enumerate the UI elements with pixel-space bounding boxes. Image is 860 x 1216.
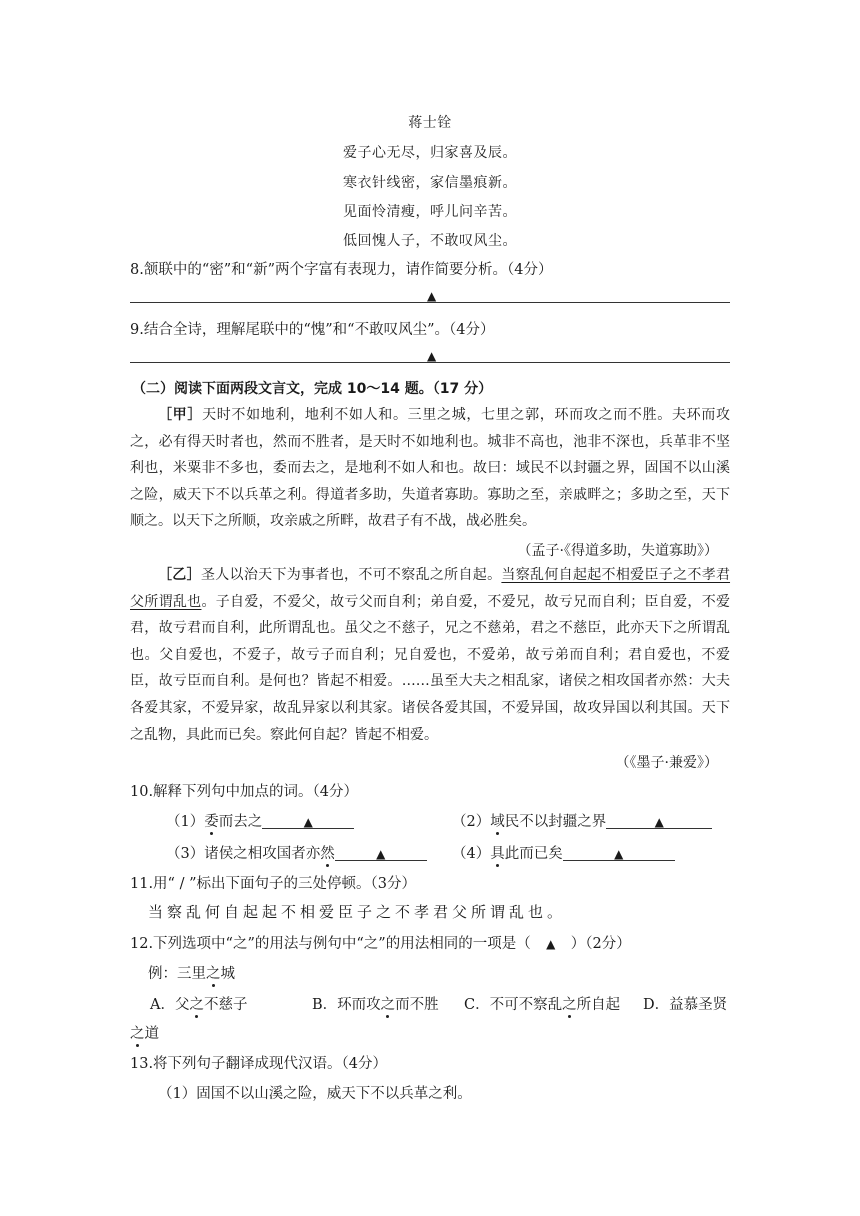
question-11: 11.用“ / ”标出下面句子的三处停顿。（3分） — [130, 876, 416, 892]
q10-item-2-blank[interactable] — [606, 814, 712, 829]
q12-option-a-post: 不慈子 — [203, 997, 248, 1013]
q12-option-c[interactable] — [464, 993, 620, 1014]
answer-line-q9[interactable] — [130, 362, 730, 363]
q10-item-2-mid: 民 — [504, 814, 520, 830]
q12-option-b-dotted: 之 — [380, 997, 396, 1013]
passage-yi — [130, 562, 730, 748]
passage-jia — [130, 402, 730, 535]
q10-item-4 — [452, 842, 675, 863]
q10-item-4-num: （4） — [452, 846, 491, 862]
passage-yi-citation: （《墨子·兼爱》） — [615, 755, 718, 771]
q12-option-c-post: 所自起 — [576, 997, 621, 1013]
q10-item-3-num: （3） — [166, 846, 205, 862]
q12-option-c-dotted: 之 — [562, 997, 577, 1013]
q13-item-1: （1）固国不以山溪之险，威天下不以兵革之利。 — [158, 1086, 472, 1102]
q10-item-3-dotted: 然 — [320, 846, 335, 862]
q10-item-3-blank[interactable] — [335, 846, 427, 861]
q10-item-2-dotted: 域 — [490, 814, 505, 830]
q10-item-3-marker: ▲ — [376, 847, 386, 861]
answer-marker-q9: ▲ — [427, 349, 437, 363]
passage-jia-tag: ［甲］ — [158, 407, 203, 423]
q10-item-1-num: （1） — [166, 814, 205, 830]
q12-option-d-pre: D．益慕圣贤 — [643, 997, 728, 1013]
q10-item-4-rest: 此而已矣 — [504, 846, 563, 862]
q10-item-2-rest: 不以封疆之界 — [519, 814, 607, 830]
q12-example — [148, 962, 235, 983]
passage-jia-citation: （孟子·《得道多助，失道寡助》） — [517, 543, 718, 559]
q12-example-post: 城 — [220, 966, 235, 982]
answer-marker-q8: ▲ — [427, 289, 437, 303]
poem-line-3: 见面怜清瘦，呼儿问辛苦。 — [343, 204, 517, 220]
q12-option-b[interactable] — [312, 993, 439, 1014]
passage-yi-tag: ［乙］ — [158, 567, 201, 583]
question-9: 9.结合全诗，理解尾联中的“愧”和“不敢叹风尘”。（4分） — [130, 322, 495, 338]
q11-sentence[interactable]: 当察乱何自起起不相爱臣子之不孝君父所谓乱也。 — [148, 903, 567, 921]
q12-option-d-post: 道 — [144, 1026, 159, 1042]
q10-item-1-blank[interactable] — [262, 814, 354, 829]
passage-yi-underlined: 当察乱何自起起不相爱臣子之不孝君父所谓乱也 — [130, 567, 731, 610]
q10-item-2-num: （2） — [452, 814, 491, 830]
question-12 — [130, 932, 631, 953]
q12-option-b-post: 而不胜 — [395, 997, 439, 1013]
poem-line-4: 低回愧人子，不敢叹风尘。 — [343, 233, 517, 249]
question-10: 10.解释下列句中加点的词。（4分） — [130, 784, 359, 800]
q10-item-4-dotted: 具 — [490, 846, 505, 862]
q12-option-a[interactable] — [150, 993, 247, 1014]
q12-answer-slot[interactable] — [531, 936, 571, 952]
q12-title-post: ）（2分） — [570, 936, 631, 952]
poem-line-2: 寒衣针线密，家信墨痕新。 — [343, 175, 517, 191]
q12-option-d[interactable] — [643, 993, 727, 1014]
q12-option-b-pre: B．环而攻 — [312, 997, 381, 1013]
q10-item-4-blank[interactable] — [563, 846, 675, 861]
q12-example-pre: 例：三里 — [148, 966, 206, 982]
q12-option-c-pre: C．不可不察乱 — [464, 997, 563, 1013]
q10-item-3 — [166, 842, 427, 863]
question-8: 8.颔联中的“密”和“新”两个字富有表现力，请作简要分析。（4分） — [130, 262, 553, 278]
q10-item-2 — [452, 810, 712, 831]
q10-item-4-marker: ▲ — [614, 847, 624, 861]
poem-line-1: 爱子心无尽，归家喜及辰。 — [343, 145, 517, 161]
poem-author: 蒋士铨 — [408, 115, 452, 131]
q10-item-2-marker: ▲ — [654, 815, 664, 829]
passage-yi-text-b: 。子自爱，不爱父，故亏父而自利；弟自爱，不爱兄，故亏兄而自利；臣自爱，不爱君，故亏君而自利，此所谓乱也。虽父之不慈子，兄之不慈弟，君之不慈臣，此亦天下之所谓乱也。父自爱也，不爱子，故亏子而自利；兄自爱也，不爱弟，故亏弟而自利；君自爱也，不爱臣，故亏臣而自利。是何也？皆起不相爱。……虽至大夫之相乱家，诸侯之相攻国者亦然：大夫各爱其家，不爱异家，故乱异家以利其家。诸侯各爱其国，不爱异国，故攻异国以利其国。天下之乱物，具此而已矣。察此何自起？皆起不相爱。 — [130, 593, 731, 743]
q12-example-dotted: 之 — [206, 966, 221, 982]
q10-item-1-marker: ▲ — [303, 815, 313, 829]
q10-item-3-pre: 诸侯之相攻国者亦 — [204, 846, 321, 862]
q12-option-a-dotted: 之 — [189, 997, 204, 1013]
q12-option-d-wrap — [130, 1022, 159, 1043]
q10-item-1 — [166, 810, 354, 831]
q12-option-d-dotted: 之 — [130, 1026, 145, 1042]
q10-item-1-rest: 而去之 — [218, 814, 263, 830]
q10-item-1-dotted: 委 — [204, 814, 219, 830]
question-13: 13.将下列句子翻译成现代汉语。（4分） — [130, 1056, 388, 1072]
q12-option-a-pre: A．父 — [150, 997, 190, 1013]
passage-jia-text: 天时不如地利，地利不如人和。三里之城，七里之郭，环而攻之而不胜。夫环而攻之，必有得天时者也，然而不胜者，是天时不如地利也。城非不高也，池非不深也，兵革非不坚利也，米粟非不多也，委而去之，是地利不如人和也。故曰：域民不以封疆之界，固国不以山溪之险，威天下不以兵革之利。得道者多助，失道者寡助。寡助之至，亲戚畔之；多助之至，天下顺之。以天下之所顺，攻亲戚之所畔，故君子有不战，战必胜矣。 — [130, 407, 731, 530]
answer-line-q8[interactable] — [130, 302, 730, 303]
q12-title-pre: 12.下列选项中“之”的用法与例句中“之”的用法相同的一项是（ — [130, 936, 531, 952]
passage-yi-text-a: 圣人以治天下为事者也，不可不察乱之所自起。 — [200, 567, 502, 583]
section-2-heading: （二）阅读下面两段文言文，完成 10～14 题。（17 分） — [132, 381, 493, 397]
q12-answer-marker: ▲ — [546, 937, 556, 951]
